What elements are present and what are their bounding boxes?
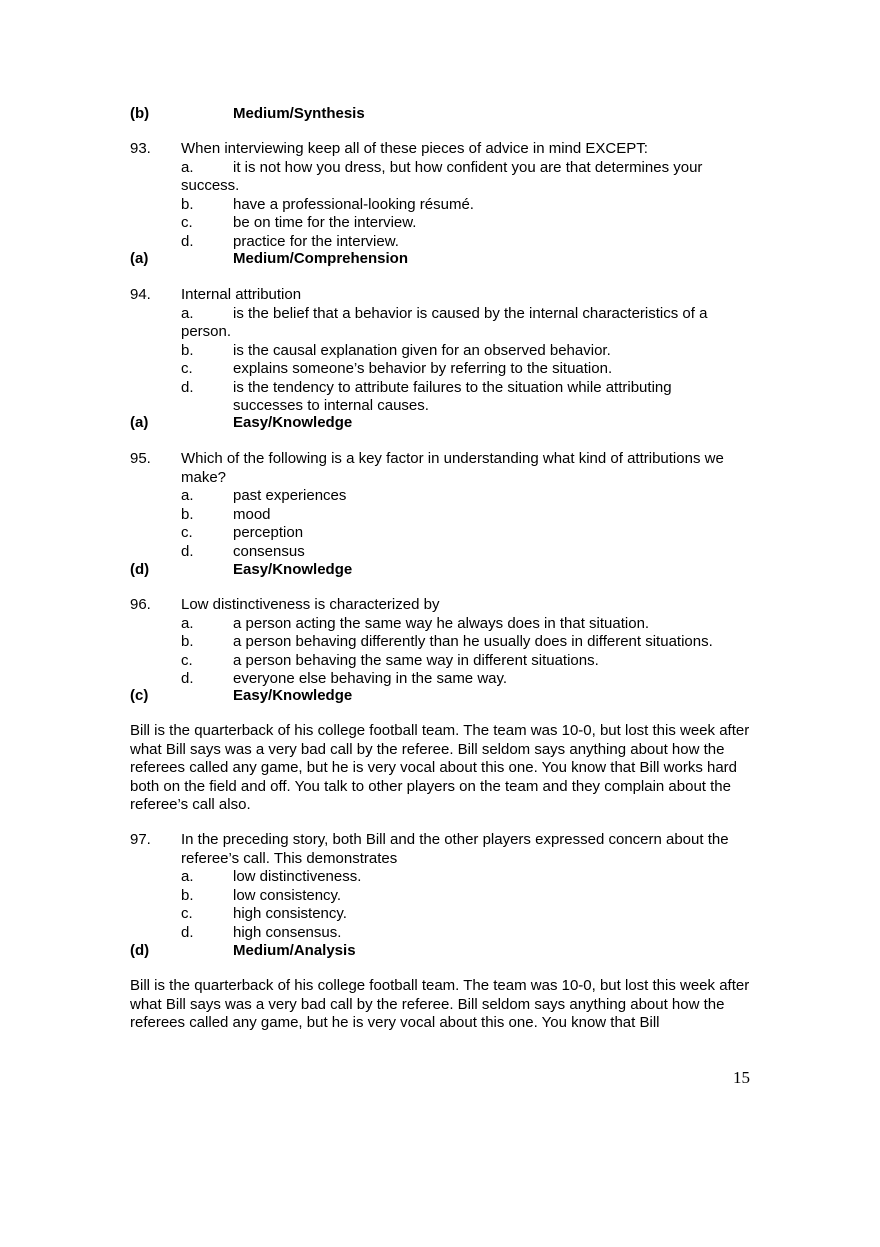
option-letter: d. [181,670,194,687]
question-93 [130,140,750,251]
option-letter: a. [181,868,194,885]
answer-difficulty: Medium/Analysis [233,942,356,959]
answer-letter: (a) [130,414,149,431]
option-a [181,305,741,342]
option-letter: b. [181,195,194,213]
option-c [181,360,741,379]
option-d [181,543,741,562]
option-a [181,487,741,506]
page-number: 15 [733,1068,750,1087]
option-text: is the belief that a behavior is caused by the internal characteristics of a person. [181,304,708,340]
option-list [181,868,741,942]
option-c [181,524,741,543]
option-text: past experiences [233,487,347,504]
answer-letter: (d) [130,561,150,578]
scenario-paragraph-continued: Bill is the quarterback of his college football team. The team was 10-0, but lost this week after what Bill says was a very bad call by the referee. Bill seldom says anything about how the referees called any game, but he is very vocal about this one. You know that Bill [130,977,750,1031]
option-text: high consensus. [233,923,342,941]
option-c [181,652,741,671]
option-letter: a. [181,614,194,632]
option-text: it is not how you dress, but how confident you are that determines your success. [181,158,703,194]
question-97 [130,831,750,942]
option-letter: c. [181,524,193,541]
answer-line-94 [130,413,750,432]
answer-letter: (d) [130,942,150,959]
option-text: is the causal explanation given for an observed behavior. [233,341,611,359]
option-text: explains someone’s behavior by referring to the situation. [233,360,613,377]
option-list [181,305,741,416]
question-96 [130,596,750,689]
answer-difficulty: Easy/Knowledge [233,561,353,578]
answer-letter: (a) [130,250,149,267]
scenario-paragraph: Bill is the quarterback of his college football team. The team was 10-0, but lost this week after what Bill says was a very bad call by the referee. Bill seldom says anything about how the referees called any game, but he is very vocal about this one. You know that Bill works hard both on the field and off. You talk to other players on the team and they complain about the referee’s call also. [130,722,750,813]
option-text: be on time for the interview. [233,214,417,231]
option-text: a person acting the same way he always does in that situation. [233,614,650,632]
option-letter: a. [181,158,194,176]
answer-difficulty: Medium/Synthesis [233,105,365,122]
option-letter: c. [181,360,193,377]
option-letter: d. [181,232,194,250]
option-b [181,196,741,215]
option-letter: d. [181,923,194,941]
question-stem: Internal attribution [181,286,302,303]
question-stem: Which of the following is a key factor in understanding what kind of attributions we make? [181,450,724,486]
option-letter: b. [181,633,194,650]
option-text: practice for the interview. [233,232,399,250]
question-number: 97. [130,831,151,848]
option-text: low consistency. [233,886,342,904]
answer-difficulty: Easy/Knowledge [233,414,353,431]
answer-line-92 [130,104,750,123]
option-d [181,379,741,416]
option-a [181,159,741,196]
option-text: perception [233,524,304,541]
option-text: low distinctiveness. [233,868,362,885]
option-letter: b. [181,886,194,904]
option-letter: b. [181,341,194,359]
option-c [181,214,741,233]
option-letter: c. [181,651,193,669]
option-a [181,868,741,887]
option-text: high consistency. [233,905,347,922]
option-text: is the tendency to attribute failures to the situation while attributing successes to internal causes. [233,378,672,414]
option-letter: a. [181,487,194,504]
option-list [181,487,741,561]
question-stem: When interviewing keep all of these pieces of advice in mind EXCEPT: [181,140,648,157]
option-a [181,615,741,634]
option-list [181,615,741,689]
answer-difficulty: Easy/Knowledge [233,687,353,704]
option-b [181,342,741,361]
option-letter: d. [181,378,194,396]
answer-letter: (c) [130,687,149,704]
option-letter: a. [181,304,194,322]
answer-line-95 [130,560,750,579]
question-94 [130,286,750,416]
answer-line-97 [130,941,750,960]
option-text: a person behaving the same way in different situations. [233,651,599,669]
answer-line-93 [130,249,750,268]
option-letter: c. [181,214,193,231]
option-list [181,159,741,252]
question-stem: In the preceding story, both Bill and the other players expressed concern about the referee’s call. This demonstrates [181,831,729,867]
question-number: 96. [130,596,151,613]
option-b [181,506,741,525]
option-letter: b. [181,505,194,523]
option-text: a person behaving differently than he usually does in different situations. [233,633,713,650]
question-number: 95. [130,450,151,467]
option-text: consensus [233,542,305,560]
question-number: 93. [130,140,151,157]
question-95 [130,450,750,561]
option-b [181,633,741,652]
option-text: mood [233,505,271,523]
option-b [181,887,741,906]
option-d [181,924,741,943]
answer-line-96 [130,686,750,705]
answer-difficulty: Medium/Comprehension [233,250,409,267]
question-number: 94. [130,286,151,303]
option-letter: d. [181,542,194,560]
option-c [181,905,741,924]
answer-letter: (b) [130,105,150,122]
option-letter: c. [181,905,193,922]
option-text: everyone else behaving in the same way. [233,670,508,687]
question-stem: Low distinctiveness is characterized by [181,596,440,613]
option-text: have a professional-looking résumé. [233,195,474,213]
